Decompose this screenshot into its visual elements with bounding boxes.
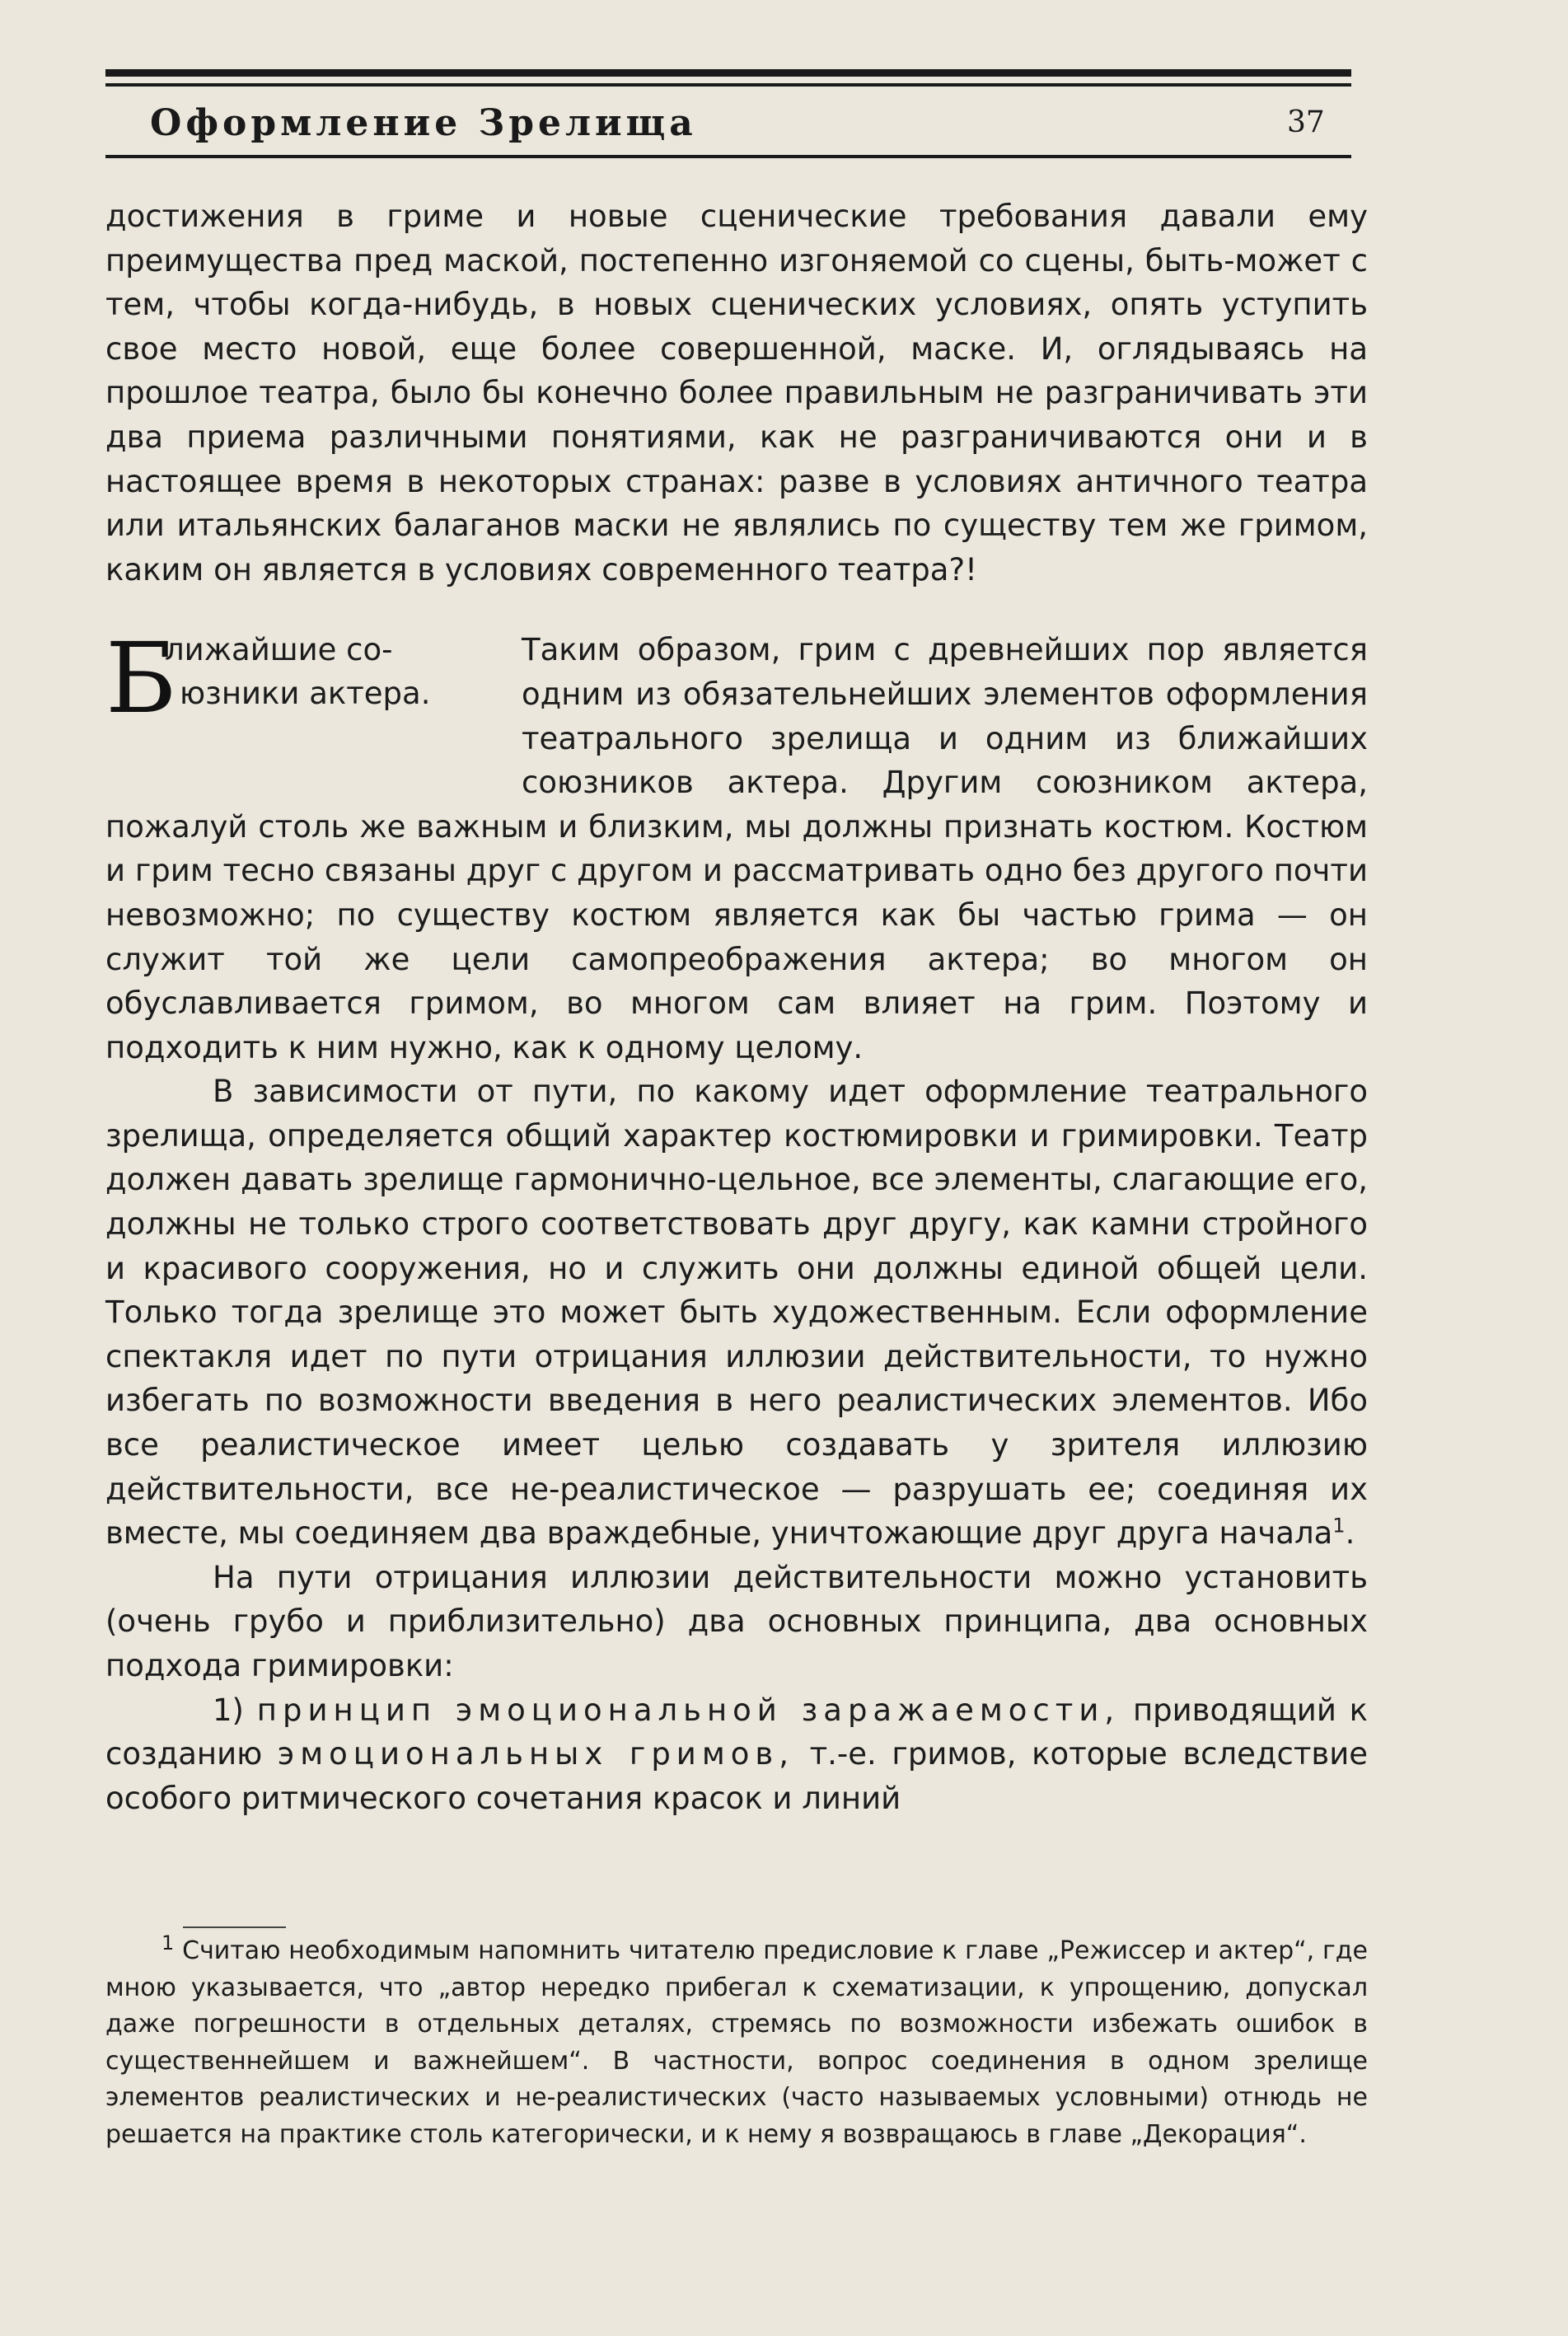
paragraph-3-text: В зависимости от пути, по какому идет оформление театрального зрелища, определяется общий характер костюмировки и гримировки. Театр должен давать зрелище гармонично-цельное, все элементы, слагающие его, должны не только строго соответствовать друг другу, как камни стройного и красивого сооружения, но и служить они должны единой общей цели. Только тогда зрелище это может быть художественным. Если оформление спектакля идет по пути отрицания иллюзии действительности, то нужно избегать по возможности введения в него реалистических элементов. Ибо все реалистическое имеет целью создавать у зрителя иллюзию действительности, все не-реалистическое — разрушать ее; соединяя их вместе, мы соединяем два враждебные, уничтожающие друг друга начала — [105, 1074, 1368, 1552]
dropcap-letter: Б — [105, 621, 177, 736]
paragraph-5-text-2: т.-е. гримов, которые вследствие особого ритмического сочетания красок и линий — [105, 1736, 1369, 1816]
footnote-1-text: Считаю необходимым напомнить читателю предисловие к главе „Режиссер и актер“, где мною указывается, что „автор нередко прибегал к схематизации, к упрощению, допускал даже погрешности в отдельных деталях, стремясь по возможности избежать ошибок в существеннейшем и важнейшем“. В частности, вопрос соединения в одном зрелище элементов реалистических и не-реалистических (часто называемых условными) отнюдь не решается на практике столь категорически, и к нему я возвращаюсь в главе „Декорация“. — [105, 1936, 1368, 2149]
footnotes — [105, 1933, 1368, 2153]
marginal-heading-line-1: лижайшие со- — [165, 632, 393, 668]
running-title: Оформление Зрелища — [150, 102, 697, 144]
marginal-heading — [105, 621, 480, 765]
paragraph-3-end: . — [1345, 1515, 1355, 1552]
page-number: 37 — [1287, 105, 1325, 139]
main-text — [105, 194, 1368, 1820]
paragraph-1: достижения в гриме и новые сценические требования давали ему преимущества пред маской, постепенно изгоняемой со сцены, быть-может с тем, чтобы когда-нибудь, в новых сценических условиях, опять уступить свое место новой, еще более совершенной, маске. И, оглядываясь на прошлое театра, было бы конечно более правильным не разграничивать эти два приема различными понятиями, как не разграничиваются они и в настоящее время в некоторых странах: разве в условиях античного театра или итальянских балаганов маски не являлись по существу тем же гримом, каким он является в условиях современного театра?! — [105, 199, 1368, 588]
footnote-divider — [183, 1926, 286, 1928]
emphasis-principle: принцип эмоциональной заражаемости, — [256, 1692, 1121, 1728]
footnote-mark: 1 — [161, 1931, 175, 1954]
header-rule-thin — [105, 83, 1351, 87]
marginal-heading-line-2: юзники актера. — [180, 676, 431, 712]
header-rule-thick — [105, 69, 1351, 77]
emphasis-emotional-makeup: эмоциональных гримов, — [277, 1736, 794, 1772]
paragraph-3 — [105, 1070, 1368, 1556]
paragraph-2: Таким образом, грим с древнейших пор является одним из обязательнейших элементов оформления театрального зрелища и одним из ближайших союзников актера. Другим союзником актера, пожалуй столь же важным и близким, мы должны признать костюм. Костюм и грим тесно связаны друг с другом и рассматривать одно без другого почти невозможно; по существу костюм является как бы частью грима — он служит той же цели самопреображения актера; во многом он обуславливается гримом, во многом сам влияет на грим. Поэтому и подходить к ним нужно, как к одному целому. — [105, 632, 1368, 1065]
header-rule-bottom — [105, 155, 1351, 158]
footnote-reference[interactable]: 1 — [1332, 1514, 1346, 1538]
paragraph-5 — [105, 1688, 1368, 1821]
section-with-sidenote — [105, 621, 1368, 1070]
footnote-1 — [105, 1933, 1368, 2153]
paragraph-5-text-1: приводящий к созданию — [105, 1692, 1369, 1772]
list-number: 1) — [213, 1692, 244, 1728]
paragraph-4: На пути отрицания иллюзии действительности можно установить (очень грубо и приблизительно) два основных принципа, два основных подхода гримировки: — [105, 1559, 1368, 1683]
